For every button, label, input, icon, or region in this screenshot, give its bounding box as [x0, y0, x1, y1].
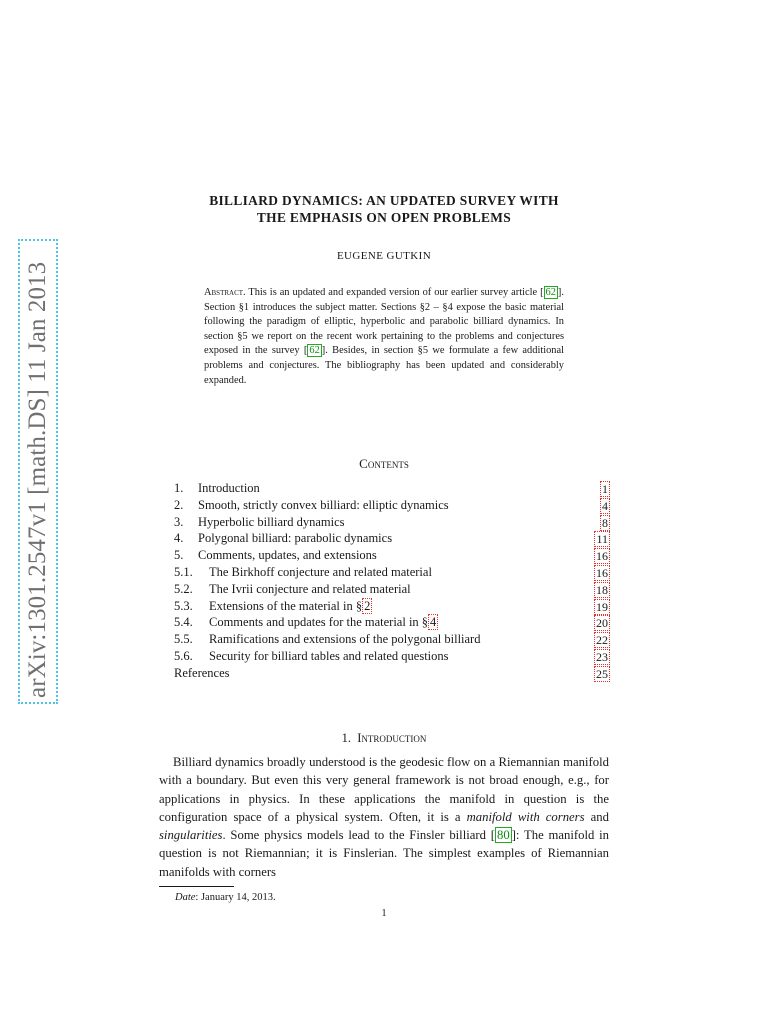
toc-label: Smooth, strictly convex billiard: elliptic dynamics [198, 497, 449, 512]
toc-number: 5.3. [174, 598, 193, 613]
toc-entry[interactable] [174, 631, 610, 648]
toc-page-link[interactable]: 8 [602, 515, 608, 530]
toc-entry[interactable] [174, 530, 610, 547]
title-line-2: THE EMPHASIS ON OPEN PROBLEMS [256, 210, 512, 225]
abstract-text-1: This is an updated and expanded version of our earlier survey article [245, 287, 541, 298]
toc-number: 5.4. [174, 615, 193, 630]
toc-label: References [174, 665, 230, 680]
toc-entry[interactable] [174, 598, 610, 615]
emphasis-text: singularities [159, 828, 223, 843]
toc-number: 1. [174, 481, 184, 495]
toc-label: The Birkhoff conjecture and related material [209, 564, 432, 579]
footnote-text: : January 14, 2013. [195, 892, 276, 903]
section-number: 1. [341, 731, 351, 745]
section-title-text: Introduction [357, 731, 427, 745]
toc-page-link[interactable]: 19 [596, 599, 608, 614]
abstract-label: Abstract. [204, 287, 246, 298]
emphasis-text: manifold with corners [466, 809, 585, 824]
toc-label: The Ivrii conjecture and related material [209, 581, 411, 596]
abstract-text-2: . Section §1 introduces the subject matter. Sections §2 – §4 expose the basic material following the paradigm of elliptic, hyperbolic and parabolic billiard dynamics. In section §5 we report on the recent work pertaining to the problems and conjectures exposed in the survey [204, 287, 564, 357]
abstract-text-3: . Besides, in section §5 we formulate a few additional problems and conjectures. The bibliography has been updated and considerably expanded. [204, 345, 564, 386]
toc-page-link[interactable]: 16 [596, 549, 608, 564]
toc-number: 3. [174, 514, 184, 529]
arxiv-identifier-stamp[interactable]: arXiv:1301.2547v1 [math.DS] 11 Jan 2013 [18, 239, 58, 704]
toc-page-link[interactable]: 4 [602, 498, 608, 513]
citation-link[interactable]: 62 [309, 345, 320, 357]
toc-label: Hyperbolic billiard dynamics [198, 514, 345, 529]
contents-heading: Contents [359, 456, 409, 471]
toc-page-link[interactable]: 25 [596, 666, 608, 681]
toc-page-link[interactable]: 16 [596, 565, 608, 580]
toc-entry[interactable] [174, 564, 610, 581]
title-line-1: BILLIARD DYNAMICS: AN UPDATED SURVEY WITH [209, 193, 559, 208]
citation-link[interactable]: 62 [545, 287, 556, 298]
footnote-rule [159, 886, 234, 887]
toc-label: Comments, updates, and extensions [198, 548, 377, 563]
toc-number: 5.6. [174, 648, 193, 663]
table-of-contents [174, 480, 610, 682]
toc-number: 5.2. [174, 581, 193, 596]
toc-number: 5.5. [174, 632, 193, 647]
toc-page-link[interactable]: 1 [602, 482, 608, 496]
section-heading [150, 731, 618, 746]
toc-number: 5. [174, 548, 184, 563]
toc-page-link[interactable]: 11 [596, 532, 608, 547]
toc-label: Polygonal billiard: parabolic dynamics [198, 531, 393, 546]
toc-label: Extensions of the material in § [209, 598, 363, 613]
toc-number: 5.1. [174, 564, 193, 579]
toc-label: Introduction [198, 481, 260, 495]
toc-number: 4. [174, 531, 184, 546]
introduction-paragraph: Billiard dynamics broadly understood is the geodesic flow on a Riemannian manifold with a boundary. But even this very general framework is not broad enough, e.g., for applications in physics. In these applications the manifold in question is the configuration space of a physical system. Often, it is a manifold with corners and singularities. Some physics models lead to the Finsler billiard [ 80 ]: The manifold in question is not Riemannian; it is Finslerian. The simplest examples of Riemannian manifolds with corners [159, 755, 609, 879]
toc-page-link[interactable]: 18 [596, 582, 608, 597]
toc-label: Comments and updates for the material in § [209, 615, 429, 630]
toc-entry[interactable] [174, 514, 610, 531]
toc-entry[interactable] [174, 547, 610, 564]
toc-page-link[interactable]: 22 [596, 633, 608, 648]
author-name: EUGENE GUTKIN [336, 250, 432, 262]
section-ref-link[interactable]: 4 [430, 615, 437, 630]
toc-label: Ramifications and extensions of the polygonal billiard [209, 632, 481, 647]
toc-entry[interactable] [174, 480, 610, 497]
toc-number: 2. [174, 497, 184, 512]
footnote [175, 892, 276, 903]
citation-link[interactable]: 80 [497, 828, 510, 843]
toc-entry[interactable] [174, 497, 610, 514]
toc-page-link[interactable]: 23 [596, 649, 608, 664]
toc-label: Security for billiard tables and related questions [209, 648, 449, 663]
toc-entry[interactable] [174, 614, 610, 631]
toc-entry[interactable] [174, 648, 610, 665]
section-ref-link[interactable]: 2 [364, 598, 371, 613]
body-text: : The manifold in question is not Riemannian; it is Finslerian. The simplest examples of Riemannian manifolds with corners [159, 828, 609, 879]
paper-title [150, 192, 618, 226]
body-text: Billiard dynamics broadly understood is the geodesic flow on a Riemannian manifold with a boundary. But even this very general framework is not broad enough, e.g., for applications in physics. In these applications the manifold in question is the configuration space of a physical system. Often, it is a [159, 755, 609, 824]
page-number: 1 [381, 908, 387, 919]
body-text: and [584, 809, 609, 824]
toc-page-link[interactable]: 20 [596, 616, 608, 631]
toc-entry[interactable] [174, 665, 610, 682]
toc-entry[interactable] [174, 581, 610, 598]
abstract: Abstract. This is an updated and expanded version of our earlier survey article [ 62 ]. Section §1 introduces the subject matter. Sections §2 – §4 expose the basic material following the paradigm of elliptic, hyperbolic and parabolic billiard dynamics. In section §5 we report on the recent work pertaining to the problems and conjectures exposed in the survey [ 62 ]. Besides, in section §5 we formulate a few additional problems and conjectures. The bibliography has been updated and considerably expanded. [204, 287, 564, 386]
body-text: . Some physics models lead to the Finsler billiard [222, 828, 491, 843]
footnote-label: Date [175, 892, 196, 903]
